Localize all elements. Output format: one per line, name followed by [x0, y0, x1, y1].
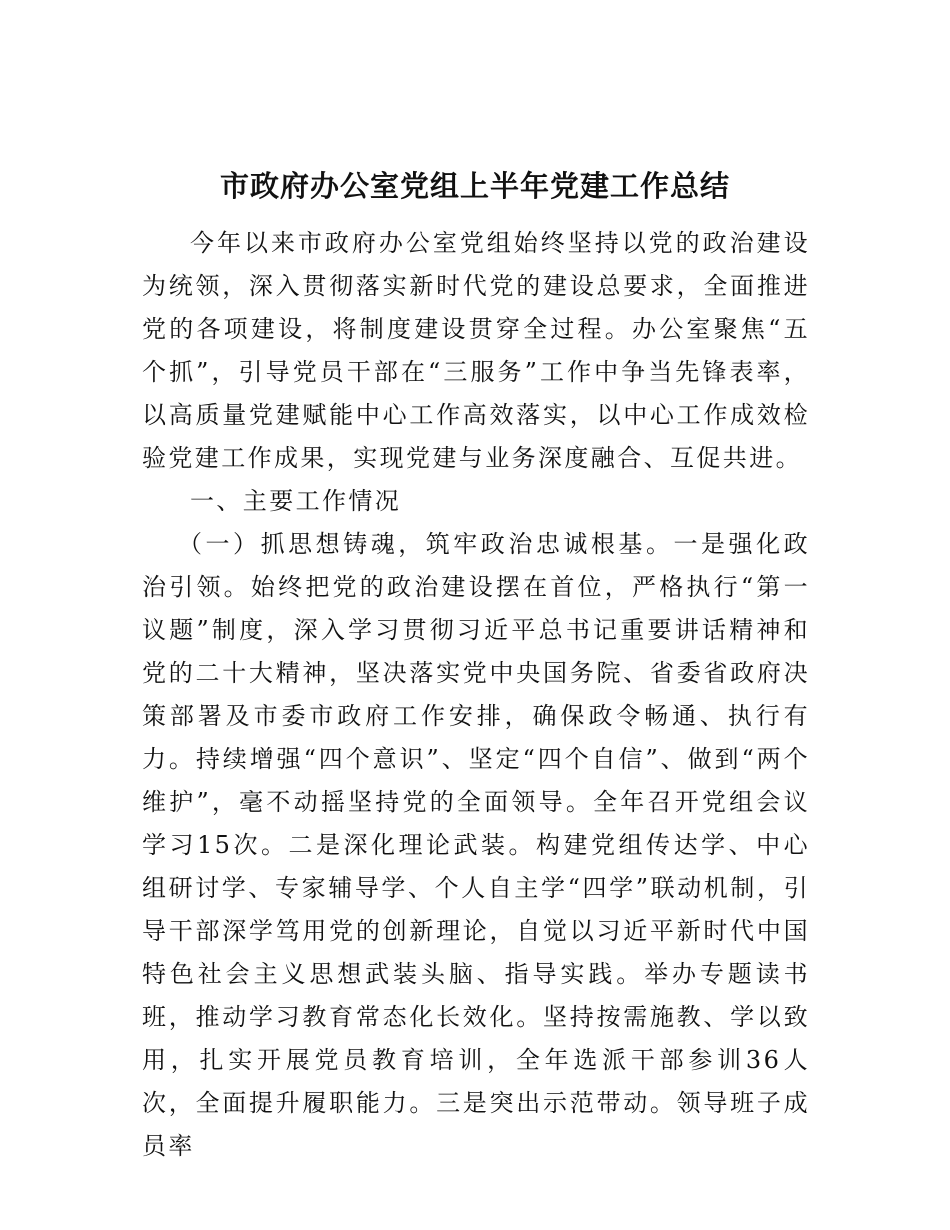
section-paragraph: （一）抓思想铸魂，筑牢政治忠诚根基。一是强化政治引领。始终把党的政治建设摆在首位，严格执行“第一议题”制度，深入学习贯彻习近平总书记重要讲话精神和党的二十大精神，坚决落实党中央国务院、省委省政府决策部署及市委市政府工作安排，确保政令畅通、执行有力。持续增强“四个意识”、坚定“四个自信”、做到“两个维护”，毫不动摇坚持党的全面领导。全年召开党组会议学习15次。二是深化理论武装。构建党组传达学、中心组研讨学、专家辅导学、个人自主学“四学”联动机制，引导干部深学笃用党的创新理论，自觉以习近平新时代中国特色社会主义思想武装头脑、指导实践。举办专题读书班，推动学习教育常态化长效化。坚持按需施教、学以致用，扎实开展党员教育培训，全年选派干部参训36人次，全面提升履职能力。三是突出示范带动。领导班子成员率 [142, 530, 810, 1160]
document-title: 市政府办公室党组上半年党建工作总结 [219, 169, 730, 203]
document-body [142, 222, 810, 1168]
intro-paragraph: 今年以来市政府办公室党组始终坚持以党的政治建设为统领，深入贯彻落实新时代党的建设总要求，全面推进党的各项建设，将制度建设贯穿全过程。办公室聚焦“五个抓”，引导党员干部在“三服务”工作中争当先锋表率，以高质量党建赋能中心工作高效落实，以中心工作成效检验党建工作成果，实现党建与业务深度融合、互促共进。 [142, 229, 810, 472]
section-heading: 一、主要工作情况 [190, 487, 402, 515]
